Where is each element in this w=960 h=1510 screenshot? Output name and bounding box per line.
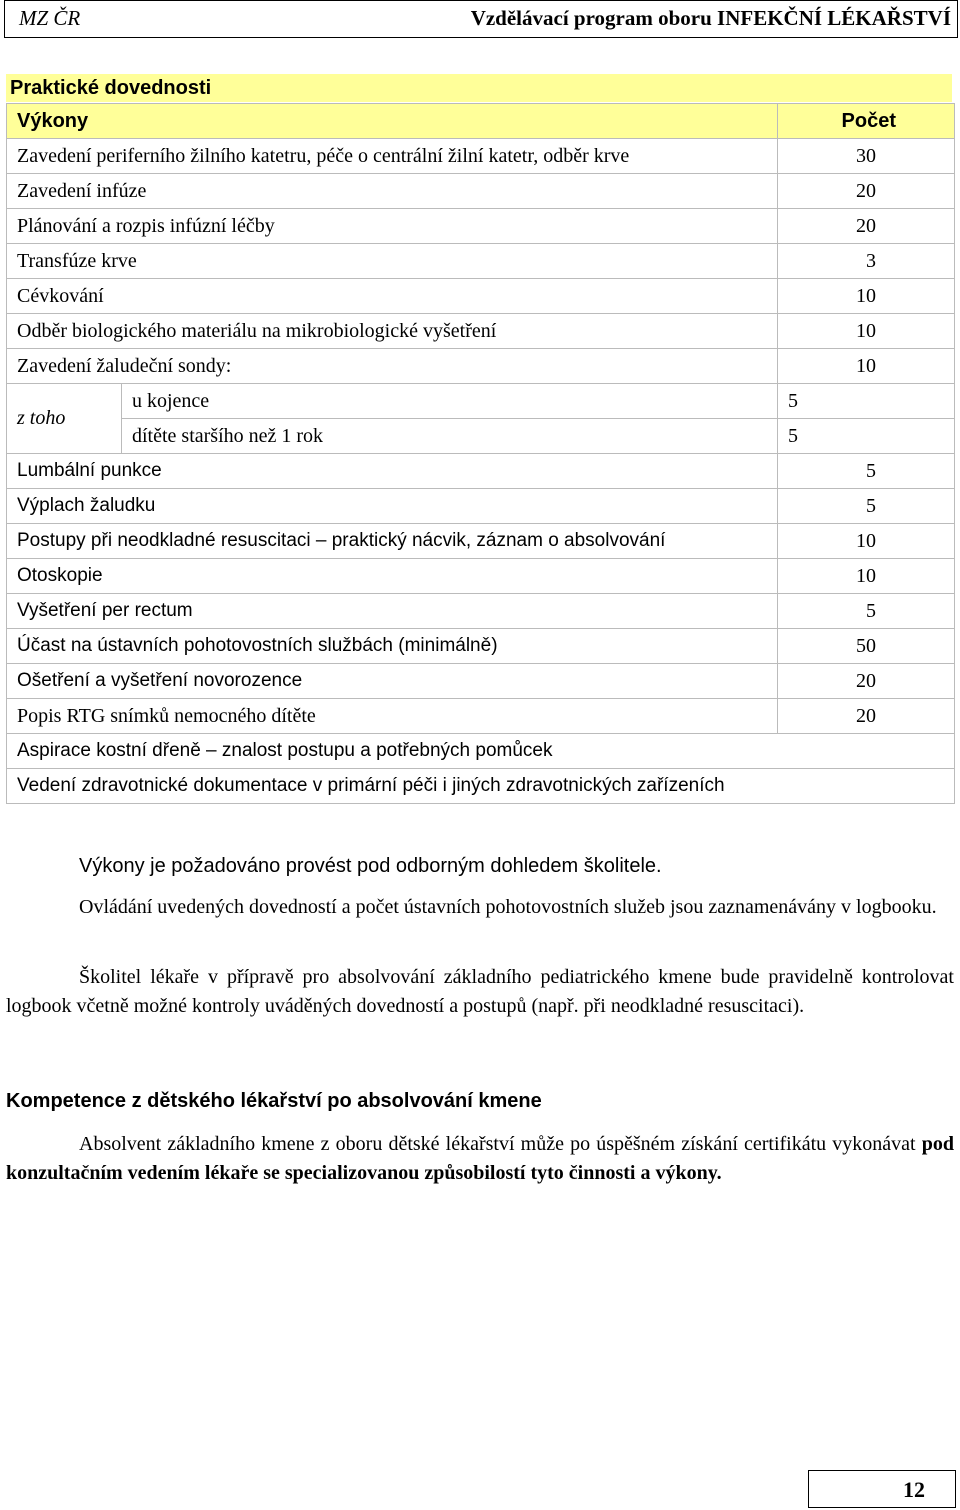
row-count: 3 bbox=[778, 244, 955, 279]
row-count: 20 bbox=[778, 174, 955, 209]
table-row bbox=[7, 734, 955, 769]
paragraph-supervision bbox=[6, 852, 954, 881]
table-row bbox=[7, 244, 955, 279]
row-count: 5 bbox=[778, 454, 955, 489]
row-name-full: Aspirace kostní dřeně – znalost postupu a potřebných pomůcek bbox=[7, 734, 955, 769]
competence-text-bold: pod konzultačním vedením lékaře se specializovanou způsobilostí tyto činnosti a výkony. bbox=[6, 1133, 954, 1184]
table-header-row bbox=[7, 104, 955, 139]
row-name: Zavedení periferního žilního katetru, péče o centrální žilní katetr, odběr krve bbox=[7, 139, 778, 174]
subrow-name: dítěte staršího než 1 rok bbox=[122, 419, 778, 454]
row-name-full: Vedení zdravotnické dokumentace v primární péči i jiných zdravotnických zařízeních bbox=[7, 769, 955, 804]
row-count: 10 bbox=[778, 349, 955, 384]
paragraph-text: Ovládání uvedených dovedností a počet ústavních pohotovostních služeb jsou zaznamenávány v logbooku. bbox=[79, 896, 937, 918]
table-row bbox=[7, 699, 955, 734]
row-name: Cévkování bbox=[7, 279, 778, 314]
subrow-count: 5 bbox=[778, 419, 955, 454]
row-name: Transfúze krve bbox=[7, 244, 778, 279]
row-count: 5 bbox=[778, 594, 955, 629]
table-row bbox=[7, 489, 955, 524]
row-name: Lumbální punkce bbox=[7, 454, 778, 489]
header-ministry: MZ ČR bbox=[19, 6, 81, 30]
paragraph-logbook bbox=[6, 893, 954, 922]
table-subrow bbox=[7, 384, 955, 419]
row-count: 20 bbox=[778, 664, 955, 699]
table-row bbox=[7, 664, 955, 699]
table-subrow bbox=[7, 419, 955, 454]
table-row bbox=[7, 349, 955, 384]
paragraph-text: Školitel lékaře v přípravě pro absolvování základního pediatrického kmene bude pravidelně kontrolovat logbook včetně možné kontroly uváděných dovedností a postupů (např. při neodkladné resuscitaci). bbox=[6, 966, 954, 1017]
section-title: Praktické dovednosti bbox=[6, 74, 952, 102]
row-count: 10 bbox=[778, 559, 955, 594]
row-count: 50 bbox=[778, 629, 955, 664]
row-name: Vyšetření per rectum bbox=[7, 594, 778, 629]
table-row bbox=[7, 594, 955, 629]
table-row bbox=[7, 524, 955, 559]
competence-heading: Kompetence z dětského lékařství po absolvování kmene bbox=[6, 1090, 542, 1112]
table-row bbox=[7, 174, 955, 209]
paragraph-competence bbox=[6, 1130, 954, 1188]
row-name: Otoskopie bbox=[7, 559, 778, 594]
row-name: Zavedení infúze bbox=[7, 174, 778, 209]
row-count: 20 bbox=[778, 699, 955, 734]
page-header bbox=[4, 0, 958, 38]
row-name: Výplach žaludku bbox=[7, 489, 778, 524]
row-name: Postupy při neodkladné resuscitaci – praktický nácvik, záznam o absolvování bbox=[7, 524, 778, 559]
row-name: Plánování a rozpis infúzní léčby bbox=[7, 209, 778, 244]
table-row bbox=[7, 139, 955, 174]
row-count: 20 bbox=[778, 209, 955, 244]
table-row bbox=[7, 314, 955, 349]
row-count: 10 bbox=[778, 314, 955, 349]
paragraph-trainer bbox=[6, 963, 954, 1021]
row-count: 10 bbox=[778, 524, 955, 559]
row-name: Ošetření a vyšetření novorozence bbox=[7, 664, 778, 699]
table-row bbox=[7, 559, 955, 594]
col-header-count: Počet bbox=[778, 104, 955, 139]
row-count: 30 bbox=[778, 139, 955, 174]
row-count: 5 bbox=[778, 489, 955, 524]
subrow-name: u kojence bbox=[122, 384, 778, 419]
competence-text: Absolvent základního kmene z oboru dětské lékařství může po úspěšném získání certifikátu vykonávat bbox=[79, 1133, 922, 1155]
table-row bbox=[7, 454, 955, 489]
table-row bbox=[7, 629, 955, 664]
col-header-name: Výkony bbox=[7, 104, 778, 139]
subrow-count: 5 bbox=[778, 384, 955, 419]
header-program-title: Vzdělávací program oboru INFEKČNÍ LÉKAŘSTVÍ bbox=[470, 6, 951, 30]
row-name: Odběr biologického materiálu na mikrobiologické vyšetření bbox=[7, 314, 778, 349]
row-name: Účast na ústavních pohotovostních službách (minimálně) bbox=[7, 629, 778, 664]
page-number: 12 bbox=[808, 1470, 956, 1508]
row-name: Popis RTG snímků nemocného dítěte bbox=[7, 699, 778, 734]
row-count: 10 bbox=[778, 279, 955, 314]
table-row bbox=[7, 279, 955, 314]
sub-label: z toho bbox=[7, 384, 122, 454]
skills-table bbox=[6, 103, 955, 804]
row-name: Zavedení žaludeční sondy: bbox=[7, 349, 778, 384]
table-row bbox=[7, 769, 955, 804]
paragraph-text: Výkony je požadováno provést pod odborným dohledem školitele. bbox=[79, 855, 662, 877]
table-row bbox=[7, 209, 955, 244]
